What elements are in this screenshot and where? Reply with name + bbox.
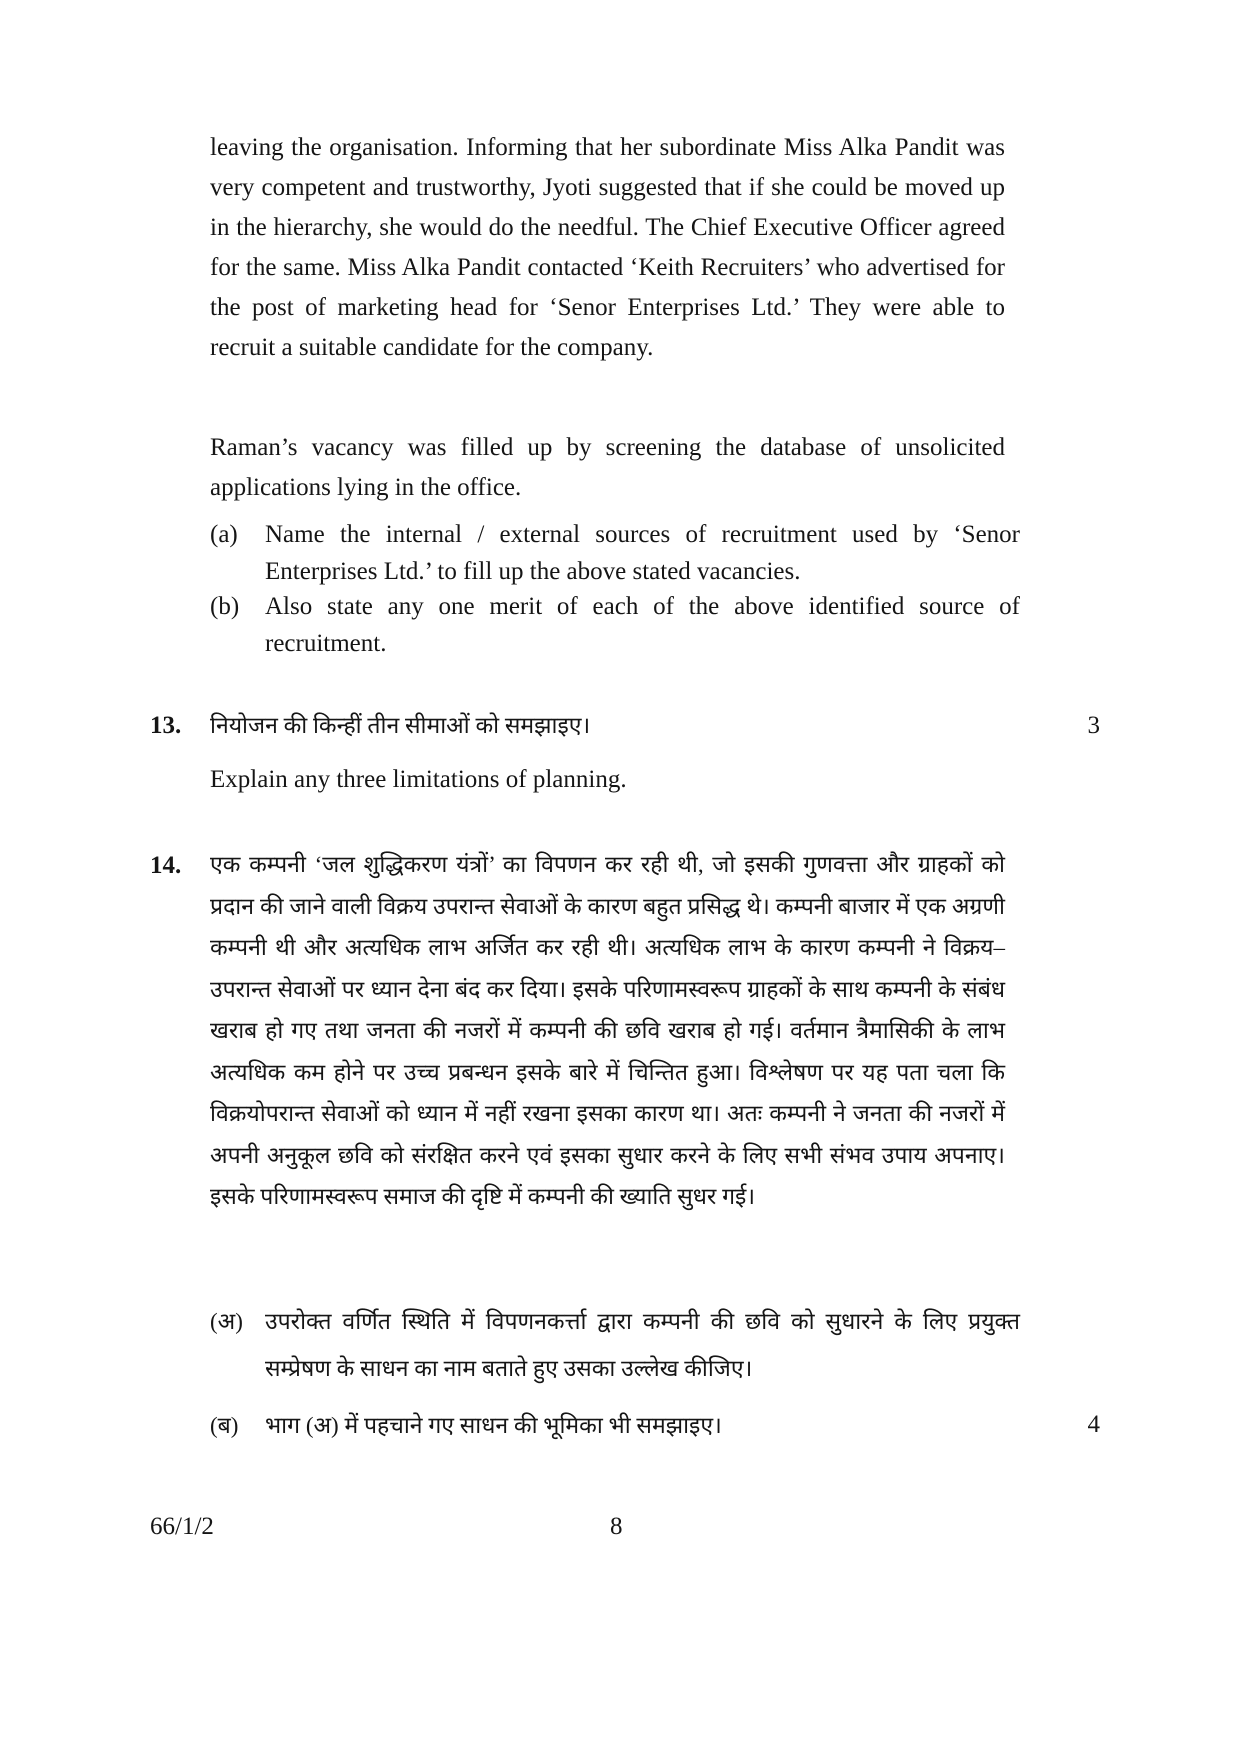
q14-hindi-text: एक कम्पनी ‘जल शुद्धिकरण यंत्रों’ का विपणन कर रही थी, जो इसकी गुणवत्ता और ग्राहकों को प्रदान की जाने वाली विक्रय उपरान्त सेवाओं के कारण बहुत प्रसिद्ध थे। कम्पनी बाजार में एक अग्रणी कम्पनी थी और अत्यधिक लाभ अर्जित कर रही थी। अत्यधिक लाभ के कारण कम्पनी ने विक्रय–उपरान्त सेवाओं पर ध्यान देना बंद कर दिया। इसके परिणामस्वरूप ग्राहकों के साथ कम्पनी के संबंध खराब हो गए तथा जनता की नजरों में कम्पनी की छवि खराब हो गई। वर्तमान त्रैमासिकी के लाभ अत्यधिक कम होने पर उच्च प्रबन्धन इसके बारे में चिन्तित हुआ। विश्लेषण पर यह पता चला कि विक्रयोपरान्त सेवाओं को ध्यान में नहीं रखना इसका कारण था। अतः कम्पनी ने जनता की नजरों में अपनी अनुकूल छवि को संरक्षित करने एवं इसका सुधार करने के लिए सभी संभव उपाय अपनाए। इसके परिणामस्वरूप समाज की दृष्टि में कम्पनी की ख्याति सुधर गई। [210,852,1005,1209]
q12-part-a-label: (a) [210,521,238,548]
page-number: 8 [610,1513,623,1540]
q12-part-b-text: Also state any one merit of each of the above identified source of recruitment. [265,593,1020,657]
q14-part-b-text: भाग (अ) में पहचाने गए साधन की भूमिका भी समझाइए। [265,1413,722,1438]
q13-number: 13. [150,712,182,739]
q14-part-a-label: (अ) [210,1309,243,1334]
q14-part-a [210,1298,1020,1392]
q12-part-a-text: Name the internal / external sources of recruitment used by ‘Senor Enterprises Ltd.’ to fill up the above stated vacancies. [265,521,1020,585]
q13-hindi-text: नियोजन की किन्हीं तीन सीमाओं को समझाइए। [210,713,591,738]
passage-paragraph-2: Raman’s vacancy was filled up by screening the database of unsolicited applications lying in the office. [210,434,1005,501]
passage-paragraph-1: leaving the organisation. Informing that her subordinate Miss Alka Pandit was very competent and trustworthy, Jyoti suggested that if she could be moved up in the hierarchy, she would do the needful. The Chief Executive Officer agreed for the same. Miss Alka Pandit contacted ‘Keith Recruiters’ who advertised for the post of marketing head for ‘Senor Enterprises Ltd.’ They were able to recruit a suitable candidate for the company. [210,134,1005,361]
q14-part-b-label: (ब) [210,1413,239,1438]
q14-number: 14. [150,852,182,879]
paper-code: 66/1/2 [150,1513,214,1540]
q14-part-a-text: उपरोक्त वर्णित स्थिति में विपणनकर्त्ता द्वारा कम्पनी की छवि को सुधारने के लिए प्रयुक्त सम्प्रेषण के साधन का नाम बताते हुए उसका उल्लेख कीजिए। [265,1309,1020,1381]
q13-marks: 3 [1087,712,1100,739]
q12-part-b-label: (b) [210,593,240,620]
q12-part-b [210,588,1020,662]
q14-marks: 4 [1087,1411,1100,1438]
q14-part-b [210,1402,1020,1449]
q13-english-text: Explain any three limitations of planning. [210,766,627,793]
q12-part-a [210,516,1020,590]
